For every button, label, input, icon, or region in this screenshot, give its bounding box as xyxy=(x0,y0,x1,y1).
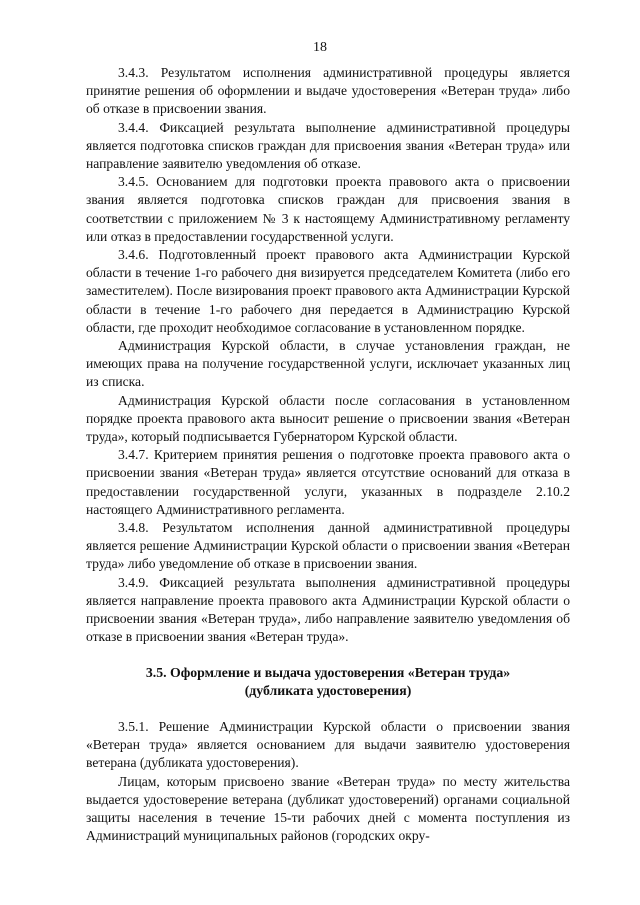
page-number: 18 xyxy=(313,40,327,55)
paragraph-3-4-3: 3.4.3. Результатом исполнения административной процедуры является принятие решения об оформлении и выдаче удостоверения «Ветеран труда» либо об отказе в присвоении звания. xyxy=(86,65,570,117)
paragraph-3-4-7: 3.4.7. Критерием принятия решения о подготовке проекта правового акта о присвоении звания «Ветеран труда» является отсутствие оснований для отказа в предоставлении государственной услуги, указанных в подразделе 2.10.2 настоящего Административного регламента. xyxy=(86,447,570,517)
paragraph-issuance: Лицам, которым присвоено звание «Ветеран труда» по месту жительства выдается удостоверение ветерана (дубликат удостоверений) органами социальной защиты населения в течение 15-ти рабочих дней с момента поступления из Администраций муниципальных районов (городских окру- xyxy=(86,773,570,844)
document-body xyxy=(86,64,570,845)
paragraph-3-4-4: 3.4.4. Фиксацией результата выполнение административной процедуры является подготовка списков граждан для присвоения звания «Ветеран труда» или направление заявителю уведомления об отказе. xyxy=(86,119,570,172)
paragraph-decision: Администрация Курской области после согласования в установленном порядке проекта правового акта выносит решение о присвоении звания «Ветеран труда», который подписывается Губернатором Курской области. xyxy=(86,392,570,445)
paragraph-3-4-8: 3.4.8. Результатом исполнения данной административной процедуры является решение Администрации Курской области о присвоении звания «Ветеран труда» либо уведомление об отказе в присвоении звания. xyxy=(86,520,570,572)
paragraph-3-4-5: 3.4.5. Основанием для подготовки проекта правового акта о присвоении звания является подготовка списков граждан для присвоения звания в соответствии с приложением № 3 к настоящему Административному регламенту или отказ в предоставлении государственной услуги. xyxy=(86,174,570,244)
section-heading-3-5: 3.5. Оформление и выдача удостоверения «Ветеран труда» (дубликата удостоверения) xyxy=(145,664,511,698)
paragraph-3-4-9: 3.4.9. Фиксацией результата выполнения административной процедуры является направление проекта правового акта Администрации Курской области о присвоении звания «Ветеран труда», либо направление заявителю уведомления об отказе в присвоении звания «Ветеран труда». xyxy=(86,574,570,645)
paragraph-3-4-6: 3.4.6. Подготовленный проект правового акта Администрации Курской области в течение 1-го рабочего дня визируется председателем Комитета (либо его заместителем). После визирования проект правового акта Администрации Курской области в течение 1-го рабочего дня передается в Администрацию Курской области, где проходит необходимое согласование в установленном порядке. xyxy=(86,247,570,335)
paragraph-3-5-1: 3.5.1. Решение Администрации Курской области о присвоении звания «Ветеран труда» является основанием для выдачи заявителю удостоверения ветерана (дубликата удостоверения). xyxy=(86,718,570,771)
paragraph-exclusion: Администрация Курской области, в случае установления граждан, не имеющих права на получение государственной услуги, исключает указанных лиц из списка. xyxy=(86,338,570,390)
